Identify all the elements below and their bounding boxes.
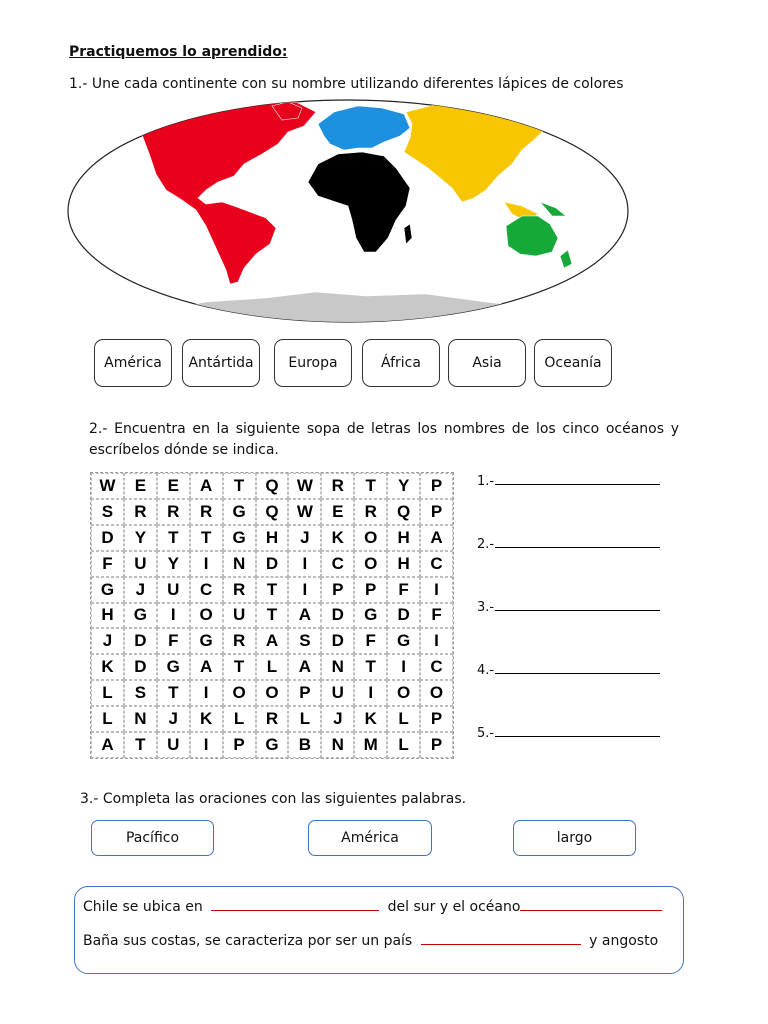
letter-cell[interactable]: L (223, 706, 256, 732)
letter-cell[interactable]: O (354, 551, 387, 577)
letter-cell[interactable]: L (91, 706, 124, 732)
letter-cell[interactable]: Q (256, 499, 289, 525)
word-box-pacifico: Pacífico (91, 820, 214, 856)
letter-cell[interactable]: L (256, 654, 289, 680)
letter-cell[interactable]: L (387, 706, 420, 732)
letter-cell[interactable]: R (223, 577, 256, 603)
letter-cell[interactable]: P (420, 473, 453, 499)
letter-cell[interactable]: A (288, 654, 321, 680)
letter-cell[interactable]: A (256, 628, 289, 654)
sentence-2-blank[interactable] (421, 931, 581, 945)
letter-cell[interactable]: C (321, 551, 354, 577)
letter-cell[interactable]: U (223, 603, 256, 629)
letter-cell[interactable]: G (256, 732, 289, 758)
sentence-1-blank-2[interactable] (520, 897, 662, 911)
world-map (66, 98, 630, 324)
letter-cell[interactable]: K (190, 706, 223, 732)
letter-cell[interactable]: T (256, 603, 289, 629)
continent-label-america: América (94, 339, 172, 387)
letter-cell[interactable]: R (124, 499, 157, 525)
letter-cell[interactable]: I (420, 577, 453, 603)
letter-cell[interactable]: L (387, 732, 420, 758)
answer-number: 3.- (477, 600, 495, 615)
letter-cell[interactable]: I (190, 680, 223, 706)
letter-cell[interactable]: R (223, 628, 256, 654)
letter-cell[interactable]: P (420, 706, 453, 732)
letter-cell[interactable]: R (321, 473, 354, 499)
letter-cell[interactable]: I (288, 577, 321, 603)
letter-cell[interactable]: I (420, 628, 453, 654)
letter-cell[interactable]: U (157, 577, 190, 603)
letter-cell[interactable]: N (223, 551, 256, 577)
letter-cell[interactable]: O (420, 680, 453, 706)
letter-cell[interactable]: A (288, 603, 321, 629)
continent-label-africa: África (362, 339, 440, 387)
letter-cell[interactable]: I (288, 551, 321, 577)
letter-cell[interactable]: O (190, 603, 223, 629)
letter-cell[interactable]: Y (124, 525, 157, 551)
letter-cell[interactable]: P (420, 732, 453, 758)
letter-cell[interactable]: W (288, 473, 321, 499)
continent-label-asia: Asia (448, 339, 526, 387)
letter-cell[interactable]: J (157, 706, 190, 732)
letter-cell[interactable]: R (354, 499, 387, 525)
letter-cell[interactable]: E (124, 473, 157, 499)
letter-cell[interactable]: G (223, 499, 256, 525)
letter-cell[interactable]: J (288, 525, 321, 551)
sentence-2-end: y angosto (589, 933, 659, 949)
letter-cell[interactable]: M (354, 732, 387, 758)
letter-cell[interactable]: H (387, 525, 420, 551)
letter-cell[interactable]: I (387, 654, 420, 680)
letter-cell[interactable]: F (420, 603, 453, 629)
letter-cell[interactable]: F (157, 628, 190, 654)
sentence-1-start: Chile se ubica en (83, 899, 203, 915)
letter-cell[interactable]: K (321, 525, 354, 551)
letter-cell[interactable]: N (124, 706, 157, 732)
letter-cell[interactable]: D (124, 628, 157, 654)
letter-cell[interactable]: D (91, 525, 124, 551)
letter-cell[interactable]: G (157, 654, 190, 680)
question-2-text: 2.- Encuentra en la siguiente sopa de letras los nombres de los cinco océanos y escríbelos dónde se indica. (89, 421, 679, 458)
letter-cell[interactable]: A (420, 525, 453, 551)
answer-line-1[interactable] (477, 472, 660, 489)
letter-cell[interactable]: Q (256, 473, 289, 499)
letter-cell[interactable]: T (223, 473, 256, 499)
letter-cell[interactable]: E (157, 473, 190, 499)
letter-cell[interactable]: L (91, 680, 124, 706)
letter-cell[interactable]: F (387, 577, 420, 603)
answer-number: 4.- (477, 663, 495, 678)
letter-cell[interactable]: T (157, 680, 190, 706)
letter-cell[interactable]: F (354, 628, 387, 654)
letter-cell[interactable]: T (256, 577, 289, 603)
answer-line-3[interactable] (477, 598, 660, 615)
letter-cell[interactable]: A (190, 654, 223, 680)
letter-cell[interactable]: O (256, 680, 289, 706)
letter-cell[interactable]: T (124, 732, 157, 758)
letter-cell[interactable]: U (321, 680, 354, 706)
letter-cell[interactable]: G (223, 525, 256, 551)
letter-cell[interactable]: I (190, 551, 223, 577)
letter-cell[interactable]: J (124, 577, 157, 603)
letter-cell[interactable]: G (387, 628, 420, 654)
letter-cell[interactable]: S (91, 499, 124, 525)
answer-number: 5.- (477, 726, 495, 741)
letter-cell[interactable]: C (190, 577, 223, 603)
word-box-america: América (308, 820, 432, 856)
answer-line-5[interactable] (477, 724, 660, 741)
word-search-grid (90, 472, 454, 759)
letter-cell[interactable]: L (288, 706, 321, 732)
continent-label-europe: Europa (274, 339, 352, 387)
letter-cell[interactable]: I (354, 680, 387, 706)
sentence-1-middle: del sur y el océano (387, 899, 521, 915)
sentences-box (74, 886, 684, 974)
letter-cell[interactable]: A (91, 732, 124, 758)
letter-cell[interactable]: G (354, 603, 387, 629)
answer-number: 2.- (477, 537, 495, 552)
letter-cell[interactable]: S (124, 680, 157, 706)
answer-line-4[interactable] (477, 661, 660, 678)
letter-cell[interactable]: P (354, 577, 387, 603)
letter-cell[interactable]: U (124, 551, 157, 577)
letter-cell[interactable]: C (420, 551, 453, 577)
letter-cell[interactable]: T (354, 473, 387, 499)
letter-cell[interactable]: H (387, 551, 420, 577)
letter-cell[interactable]: K (354, 706, 387, 732)
letter-cell[interactable]: P (288, 680, 321, 706)
letter-cell[interactable]: K (91, 654, 124, 680)
answer-number: 1.- (477, 474, 495, 489)
letter-cell[interactable]: U (157, 732, 190, 758)
letter-cell[interactable]: G (91, 577, 124, 603)
letter-cell[interactable]: E (321, 499, 354, 525)
letter-cell[interactable]: D (321, 603, 354, 629)
letter-cell[interactable]: D (256, 551, 289, 577)
letter-cell[interactable]: R (256, 706, 289, 732)
sentence-1-blank-1[interactable] (211, 897, 379, 911)
letter-cell[interactable]: F (91, 551, 124, 577)
letter-cell[interactable]: D (321, 628, 354, 654)
letter-cell[interactable]: I (157, 603, 190, 629)
letter-cell[interactable]: H (91, 603, 124, 629)
letter-cell[interactable]: I (190, 732, 223, 758)
letter-cell[interactable]: R (157, 499, 190, 525)
letter-cell[interactable]: D (124, 654, 157, 680)
letter-cell[interactable]: P (420, 499, 453, 525)
letter-cell[interactable]: J (321, 706, 354, 732)
letter-cell[interactable]: J (91, 628, 124, 654)
sentence-2-start: Baña sus costas, se caracteriza por ser un país (83, 933, 413, 949)
letter-cell[interactable]: T (354, 654, 387, 680)
letter-cell[interactable]: P (223, 732, 256, 758)
continent-label-antarctica: Antártida (182, 339, 260, 387)
letter-cell[interactable]: W (288, 499, 321, 525)
letter-cell[interactable]: D (387, 603, 420, 629)
letter-cell[interactable]: Q (387, 499, 420, 525)
letter-cell[interactable]: H (256, 525, 289, 551)
sentence-1 (83, 897, 662, 915)
letter-cell[interactable]: B (288, 732, 321, 758)
letter-cell[interactable]: O (223, 680, 256, 706)
letter-cell[interactable]: Y (387, 473, 420, 499)
letter-cell[interactable]: Y (157, 551, 190, 577)
letter-cell[interactable]: T (157, 525, 190, 551)
letter-cell[interactable]: A (190, 473, 223, 499)
letter-cell[interactable]: S (288, 628, 321, 654)
letter-cell[interactable]: W (91, 473, 124, 499)
letter-cell[interactable]: O (354, 525, 387, 551)
letter-cell[interactable]: T (223, 654, 256, 680)
sentence-2 (83, 931, 658, 949)
letter-cell[interactable]: T (190, 525, 223, 551)
question-1-text: 1.- Une cada continente con su nombre utilizando diferentes lápices de colores (69, 76, 624, 92)
letter-cell[interactable]: N (321, 654, 354, 680)
letter-cell[interactable]: G (124, 603, 157, 629)
letter-cell[interactable]: N (321, 732, 354, 758)
letter-cell[interactable]: C (420, 654, 453, 680)
continent-label-oceania: Oceanía (534, 339, 612, 387)
letter-cell[interactable]: G (190, 628, 223, 654)
word-box-largo: largo (513, 820, 636, 856)
letter-cell[interactable]: R (190, 499, 223, 525)
letter-cell[interactable]: O (387, 680, 420, 706)
worksheet-title: Practiquemos lo aprendido: (69, 44, 288, 60)
answer-line-2[interactable] (477, 535, 660, 552)
question-3-text: 3.- Completa las oraciones con las siguientes palabras. (80, 791, 467, 807)
letter-cell[interactable]: P (321, 577, 354, 603)
